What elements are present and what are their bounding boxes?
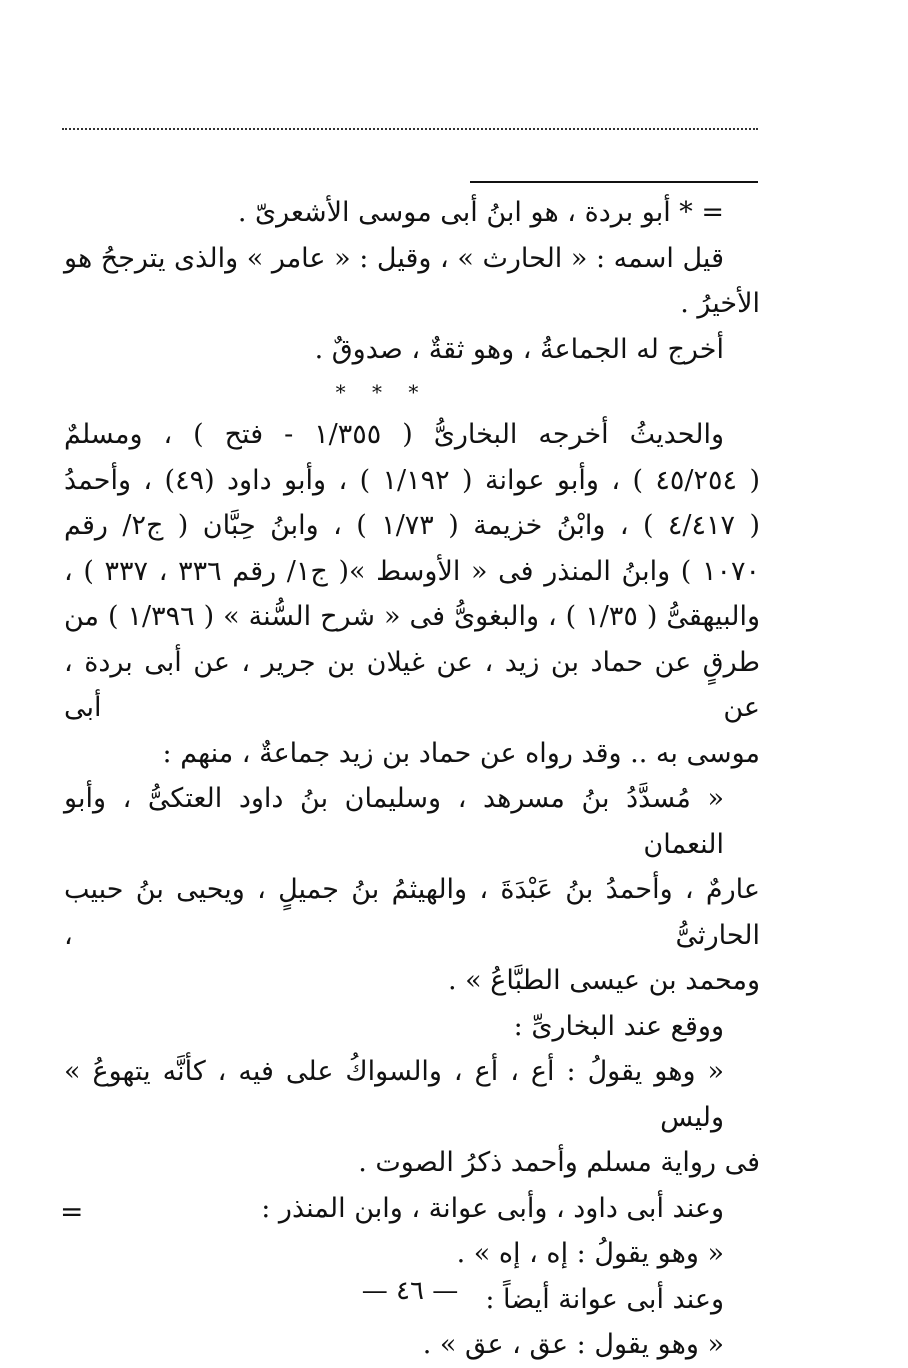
- text-line: عارمٌ ، وأحمدُ بنُ عَبْدَةَ ، والهيثمُ بنُ جميلٍ ، ويحيى بنُ حبيب الحارثىُّ ،: [64, 874, 760, 951]
- text-line: ووقع عند البخارىِّ :: [513, 1010, 724, 1042]
- text-line: قيل اسمه : « الحارث » ، وقيل : « عامر » والذى يترجحُ هو: [64, 242, 724, 274]
- text-line: والبيهقىُّ ( ١/٣٥ ) ، والبغوىُّ فى « شرح السُّنة » ( ١/٣٩٦ ) من: [64, 601, 761, 632]
- text-line: « وهو يقولُ : إه ، إه » .: [456, 1238, 724, 1269]
- text-line: الأخيرُ .: [680, 288, 760, 319]
- section-separator: * * *: [335, 380, 429, 404]
- text-line: ( ٤٥/٢٥٤ ) ، وأبو عوانة ( ١/١٩٢ ) ، وأبو داود (٤٩) ، وأحمدُ: [64, 464, 760, 496]
- page-body: [64, 190, 760, 1368]
- text-line: فى رواية مسلم وأحمد ذكرُ الصوت .: [358, 1147, 760, 1178]
- text-line: « وهو يقول : عق ، عق » .: [422, 1329, 724, 1360]
- text-line: أخرج له الجماعةُ ، وهو ثقةٌ ، صدوقٌ .: [314, 333, 724, 365]
- text-line: ١٠٧٠ ) وابنُ المنذر فى « الأوسط »( ج١/ رقم ٣٣٦ ، ٣٣٧ ) ،: [64, 555, 760, 587]
- continuation-mark: =: [60, 1195, 84, 1228]
- page-number: — ٤٦ —: [361, 1276, 459, 1306]
- text-line: « وهو يقولُ : أع ، أع ، والسواكُ على فيه ، كأنَّه يتهوعُ » وليس: [64, 1056, 724, 1133]
- text-line: « مُسدَّدُ بنُ مسرهد ، وسليمان بنُ داود العتكىُّ ، وأبو النعمان: [64, 783, 724, 860]
- dotted-separator: [62, 128, 758, 130]
- text-line: = * أبو بردة ، هو ابنُ أبى موسى الأشعرىّ .: [237, 197, 724, 228]
- text-line: طرقٍ عن حماد بن زيد ، عن غيلان بن جرير ، عن أبى بردة ، عن أبى: [64, 646, 760, 723]
- text-line: ( ٤/٤١٧ ) ، وابْنُ خزيمة ( ١/٧٣ ) ، وابنُ حِبَّان ( ج٢/ رقم: [64, 510, 760, 541]
- text-line: موسى به .. وقد رواه عن حماد بن زيد جماعةٌ ، منهم :: [162, 737, 760, 769]
- text-line: وعند أبى عوانة أيضاً :: [485, 1283, 724, 1315]
- text-line: وعند أبى داود ، وأبى عوانة ، وابن المنذر :: [261, 1192, 724, 1224]
- footnote-rule: [470, 181, 758, 183]
- text-line: والحديثُ أخرجه البخارىُّ ( ١/٣٥٥ - فتح ) ، ومسلمٌ: [64, 419, 724, 450]
- text-line: ومحمد بن عيسى الطبَّاعُ » .: [447, 965, 760, 996]
